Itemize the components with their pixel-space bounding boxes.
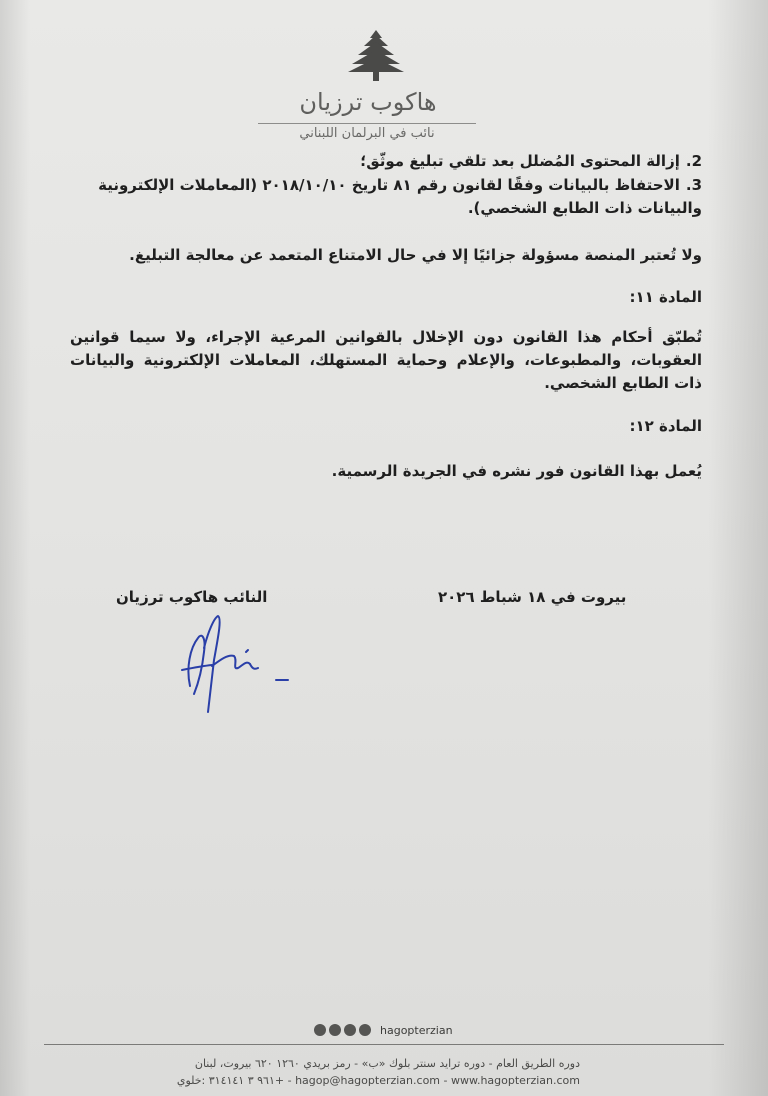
article-11-heading: المادة ١١: [629, 288, 702, 306]
article-12-heading: المادة ١٢: [629, 417, 702, 435]
instagram-icon[interactable] [314, 1024, 326, 1036]
footer-divider [44, 1044, 724, 1045]
social-handle: hagopterzian [380, 1023, 453, 1037]
page-shadow-left [0, 0, 30, 1096]
facebook-icon[interactable] [344, 1024, 356, 1036]
article-11-text: تُطبّق أحكام هذا القانون دون الإخلال بالقوانين المرعية الإجراء، ولا سيما قوانين العقوبات، والمطبوعات، والإعلام وحماية المستهلك، المعاملات الإلكترونية والبيانات ذات الطابع الشخصي. [70, 328, 702, 392]
footer-address: دوره الطريق العام - دوره ترايد سنتر بلوك «ب» - رمز بريدي ١٢٦٠ ٦٢٠ بيروت، لبنان [194, 1057, 580, 1070]
list-item-3 [70, 174, 702, 220]
handwritten-signature [168, 608, 298, 718]
list-item-2 [70, 150, 702, 173]
page-shadow-right [708, 0, 768, 1096]
list-text: إزالة المحتوى المُضلل بعد تلقي تبليغ موثّق؛ [360, 152, 680, 170]
article-12-text: يُعمل بهذا القانون فور نشره في الجريدة الرسمية. [331, 462, 702, 480]
youtube-icon[interactable] [329, 1024, 341, 1036]
signatory-name: النائب هاكوب ترزيان [116, 588, 268, 606]
list-number: 2. [685, 152, 702, 170]
list-text: الاحتفاظ بالبيانات وفقًا لقانون رقم ٨١ تاريخ ٢٠١٨/١٠/١٠ (المعاملات الإلكترونية والبيانات ذات الطابع الشخصي). [98, 176, 702, 217]
cedar-tree-icon [340, 28, 412, 84]
footer-contact: hagop@hagopterzian.com - www.hagopterzian.com - +٩٦١ ٣ ٣١٤١٤١ :خلوي [176, 1074, 580, 1087]
x-icon[interactable] [359, 1024, 371, 1036]
letterhead-subtitle: نائب في البرلمان اللبناني [299, 126, 435, 141]
social-links [314, 1022, 453, 1038]
letterhead-name: هاكوب ترزيان [299, 88, 437, 116]
letterhead-divider [258, 123, 476, 124]
list-number: 3. [685, 176, 702, 194]
liability-paragraph: ولا تُعتبر المنصة مسؤولة جزائيًا إلا في حال الامتناع المتعمد عن معالجة التبليغ. [129, 246, 702, 264]
place-date: بيروت في ١٨ شباط ٢٠٢٦ [438, 588, 627, 606]
